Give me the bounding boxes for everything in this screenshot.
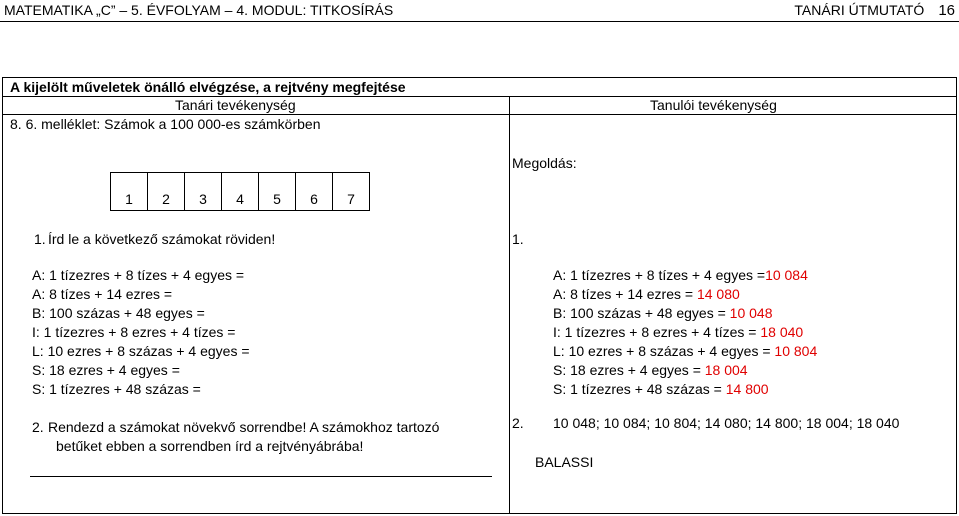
row-label: 8. 6. melléklet: Számok a 100 000-es számkörben [10,116,321,132]
solution-line [553,266,817,285]
solution-expression: A: 1 tízezres + 8 tízes + 4 egyes = [553,267,766,283]
col-header-teacher: Tanári tevékenység [175,97,296,113]
solution-answer: 10 048 [729,305,773,321]
grid-cell: 1 [111,173,148,211]
header-right [794,2,955,19]
solution-answer: 18 004 [704,362,748,378]
task2-number: 2. [32,419,44,435]
header-title: MATEMATIKA „C” – 5. ÉVFOLYAM – 4. MODUL: TITKOSÍRÁS [4,2,394,18]
grid-cell: 3 [185,173,222,211]
solution-answer: 14 800 [725,381,769,397]
grid-cell: 7 [333,173,370,211]
solution1-number: 1. [512,231,524,247]
solution-expression: S: 1 tízezres + 48 százas = [553,381,726,397]
column-divider [509,96,510,514]
solution-expression: S: 18 ezres + 4 egyes = [553,362,705,378]
grid-cell: 6 [296,173,333,211]
solution-answer: 10 804 [774,343,818,359]
solution-word: BALASSI [535,454,594,470]
solution-line [553,380,817,399]
solution-line [553,323,817,342]
task-line: S: 18 ezres + 4 egyes = [32,362,180,378]
solution-answer: 18 040 [760,324,804,340]
solution-line [553,285,817,304]
solution-answer: 10 084 [765,267,808,283]
solution-sequence: 10 048; 10 084; 10 804; 14 080; 14 800; 18 004; 18 040 [553,415,900,431]
grid-cell: 4 [222,173,259,211]
title-row-divider [2,96,957,97]
solution-answer: 14 080 [696,286,740,302]
solution-line [553,342,817,361]
answer-line [30,476,492,477]
solution-line [553,361,817,380]
page-header [0,0,959,24]
grid-cell: 2 [148,173,185,211]
solution-expression: A: 8 tízes + 14 ezres = [553,286,697,302]
task-line: A: 8 tízes + 14 ezres = [32,286,173,302]
task1-lines [32,266,250,399]
solution-expression: L: 10 ezres + 8 százas + 4 egyes = [553,343,775,359]
solution-expression: I: 1 tízezres + 8 ezres + 4 tízes = [553,324,761,340]
task2-instruction-line2: betűket ebben a sorrendben írd a rejtvényábrába! [56,438,364,454]
solution-expression: B: 100 százas + 48 egyes = [553,305,730,321]
solution1-lines [553,266,817,399]
task-line: L: 10 ezres + 8 százas + 4 egyes = [32,343,250,359]
header-rule [0,21,959,22]
task1-number: 1. [34,231,46,247]
solution2-number: 2. [512,415,524,431]
puzzle-grid [110,172,370,211]
header-guide-label: TANÁRI ÚTMUTATÓ [794,2,925,18]
task-line: I: 1 tízezres + 8 ezres + 4 tízes = [32,324,236,340]
table-title: A kijelölt műveletek önálló elvégzése, a rejtvény megfejtése [10,79,406,95]
solution-line [553,304,817,323]
header-row-divider [2,114,957,115]
task-line: S: 1 tízezres + 48 százas = [32,381,201,397]
task2-instruction-line1: Rendezd a számokat növekvő sorrendbe! A számokhoz tartozó [48,419,440,435]
task-line: B: 100 százas + 48 egyes = [32,305,205,321]
grid-cell: 5 [259,173,296,211]
task-line: A: 1 tízezres + 8 tízes + 4 egyes = [32,267,245,283]
task1-instruction: Írd le a következő számokat röviden! [48,231,276,247]
page-number: 16 [938,2,955,19]
col-header-student: Tanulói tevékenység [650,97,777,113]
solution-label: Megoldás: [512,155,577,171]
